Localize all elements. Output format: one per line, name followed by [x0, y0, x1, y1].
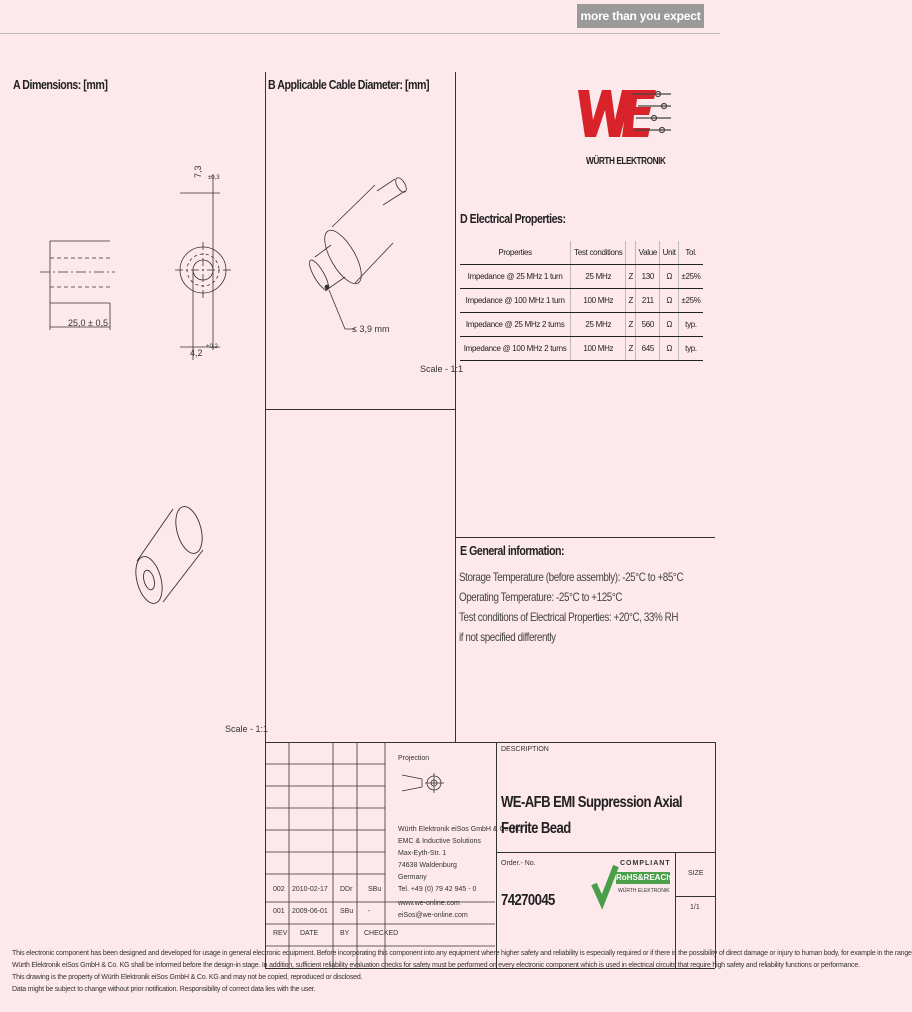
frame-line — [455, 537, 715, 538]
table-cell: 100 MHz — [571, 337, 626, 361]
company-line: www.we-online.com — [398, 900, 460, 907]
rev-cell: 001 — [273, 908, 285, 915]
order-label: Order.- No. — [501, 860, 536, 867]
table-row — [460, 313, 703, 337]
general-info-line: if not specified differently — [459, 630, 556, 644]
table-header: Properties — [460, 241, 571, 265]
description-label: DESCRIPTION — [501, 746, 549, 753]
section-a-title: A Dimensions: [mm] — [13, 77, 108, 92]
company-line: Max-Eyth-Str. 1 — [398, 850, 447, 857]
table-cell: 100 MHz — [571, 289, 626, 313]
table-cell: 25 MHz — [571, 313, 626, 337]
rev-header: DATE — [300, 930, 319, 937]
company-line: Würth Elektronik eiSos GmbH & Co. KG — [398, 826, 523, 833]
table-cell: 25 MHz — [571, 265, 626, 289]
table-cell: 211 — [636, 289, 660, 313]
table-cell: Ω — [660, 337, 679, 361]
table-row — [460, 265, 703, 289]
table-header: Tol. — [678, 241, 703, 265]
rev-cell: SBu — [340, 908, 354, 915]
table-row — [460, 289, 703, 313]
rev-cell: DDr — [340, 886, 353, 893]
rev-cell: 2010-02-17 — [292, 886, 328, 893]
table-cell: Z — [626, 265, 636, 289]
table-header: Value — [636, 241, 660, 265]
rev-cell: 2009-06-01 — [292, 908, 328, 915]
frame-line — [675, 896, 715, 897]
part-number: 74270045 — [501, 892, 555, 909]
footer-line: This drawing is the property of Würth Elektronik eiSos GmbH & Co. KG and may not be copied, reproduced or disclosed. — [12, 974, 363, 981]
table-cell: typ. — [678, 337, 703, 361]
table-cell: Impedance @ 100 MHz 2 turns — [460, 337, 571, 361]
rev-header: BY — [340, 930, 350, 937]
tagline-badge: more than you expect — [577, 4, 704, 28]
table-cell: ±25% — [678, 265, 703, 289]
top-divider — [0, 33, 720, 34]
section-b-title: B Applicable Cable Diameter: [mm] — [268, 77, 430, 92]
table-cell: typ. — [678, 313, 703, 337]
size-label: SIZE — [688, 870, 704, 877]
electrical-properties-table — [460, 241, 703, 361]
table-cell: 560 — [636, 313, 660, 337]
table-cell: Z — [626, 313, 636, 337]
dim-height: 7,3 — [193, 165, 203, 178]
frame-line — [265, 409, 455, 410]
footer-line: This electronic component has been designed and developed for usage in general electronic equipment. Before incorporating this component into any equipment where higher safety and reliability is especially required or if there is the possibility of direct damage or injury to human body, for example in the range — [12, 950, 912, 957]
scale-b: Scale - 1:1 — [420, 364, 464, 374]
rev-cell: - — [368, 908, 371, 915]
rev-cell: SBu — [368, 886, 382, 893]
page-number: 1/1 — [690, 904, 700, 911]
logo-brand-text: WÜRTH ELEKTRONIK — [586, 156, 666, 167]
table-header-row — [460, 241, 703, 265]
cable-diameter: ≤ 3,9 mm — [352, 324, 390, 334]
general-info-line: Operating Temperature: -25°C to +125°C — [459, 590, 623, 604]
table-cell: Impedance @ 25 MHz 2 turns — [460, 313, 571, 337]
table-cell: Impedance @ 100 MHz 1 turn — [460, 289, 571, 313]
dim-height-tol: ±0,3 — [208, 175, 220, 181]
company-line: eiSos@we-online.com — [398, 912, 468, 919]
rohs-badge — [592, 858, 672, 910]
bead-3d-drawing — [125, 500, 225, 620]
footer-line: Data might be subject to change without prior notification. Responsibility of correct data lies with the user. — [12, 986, 316, 993]
frame-line — [496, 742, 497, 968]
rev-header: CHECKED — [364, 930, 399, 937]
table-cell: Z — [626, 289, 636, 313]
rohs-brand: WÜRTH ELEKTRONIK — [618, 888, 670, 894]
frame-line — [715, 742, 716, 968]
rohs-label: RoHS&REACh — [616, 873, 672, 882]
table-cell: Impedance @ 25 MHz 1 turn — [460, 265, 571, 289]
dim-hole-tol: +0,2 — [206, 344, 218, 350]
company-line: Tel. +49 (0) 79 42 945 - 0 — [398, 886, 477, 893]
company-line: EMC & Inductive Solutions — [398, 838, 481, 845]
product-description: WE-AFB EMI Suppression Axial Ferrite Bead — [501, 794, 683, 837]
footer-line: Würth Elektronik eiSos GmbH & Co. KG shall be informed before the design-in stage. In addition, sufficient reliability evaluation checks for safety must be performed on every electronic component which is used in electrical circuits that require high safety and reliability functions or performance. — [12, 962, 860, 969]
checkmark-icon — [592, 862, 618, 908]
frame-line — [496, 852, 715, 853]
table-header: Unit — [660, 241, 679, 265]
rev-header: REV — [273, 930, 288, 937]
rev-cell: 002 — [273, 886, 285, 893]
frame-line — [455, 72, 456, 742]
projection-label: Projection — [398, 755, 430, 762]
table-cell: 645 — [636, 337, 660, 361]
table-cell: Z — [626, 337, 636, 361]
company-line: Germany — [398, 874, 427, 881]
table-row — [460, 337, 703, 361]
table-header: Test conditions — [571, 241, 626, 265]
table-cell: ±25% — [678, 289, 703, 313]
table-cell: 130 — [636, 265, 660, 289]
projection-icon — [398, 765, 448, 800]
dim-length: 25,0 ± 0,5 — [68, 318, 108, 328]
section-e-title: E General information: — [460, 543, 565, 558]
scale-a: Scale - 1:1 — [225, 724, 269, 734]
wurth-logo — [576, 82, 676, 172]
general-info-line: Storage Temperature (before assembly): -25°C to +85°C — [459, 570, 684, 584]
dim-hole: 4,2 — [190, 348, 203, 358]
company-line: 74638 Waldenburg — [398, 862, 457, 869]
general-info-line: Test conditions of Electrical Properties: +20°C, 33% RH — [459, 610, 679, 624]
compliant-label: COMPLIANT — [620, 860, 671, 867]
table-header — [626, 241, 636, 265]
dimensions-drawing — [0, 160, 265, 400]
table-cell: Ω — [660, 289, 679, 313]
section-d-title: D Electrical Properties: — [460, 211, 566, 226]
table-cell: Ω — [660, 313, 679, 337]
table-cell: Ω — [660, 265, 679, 289]
